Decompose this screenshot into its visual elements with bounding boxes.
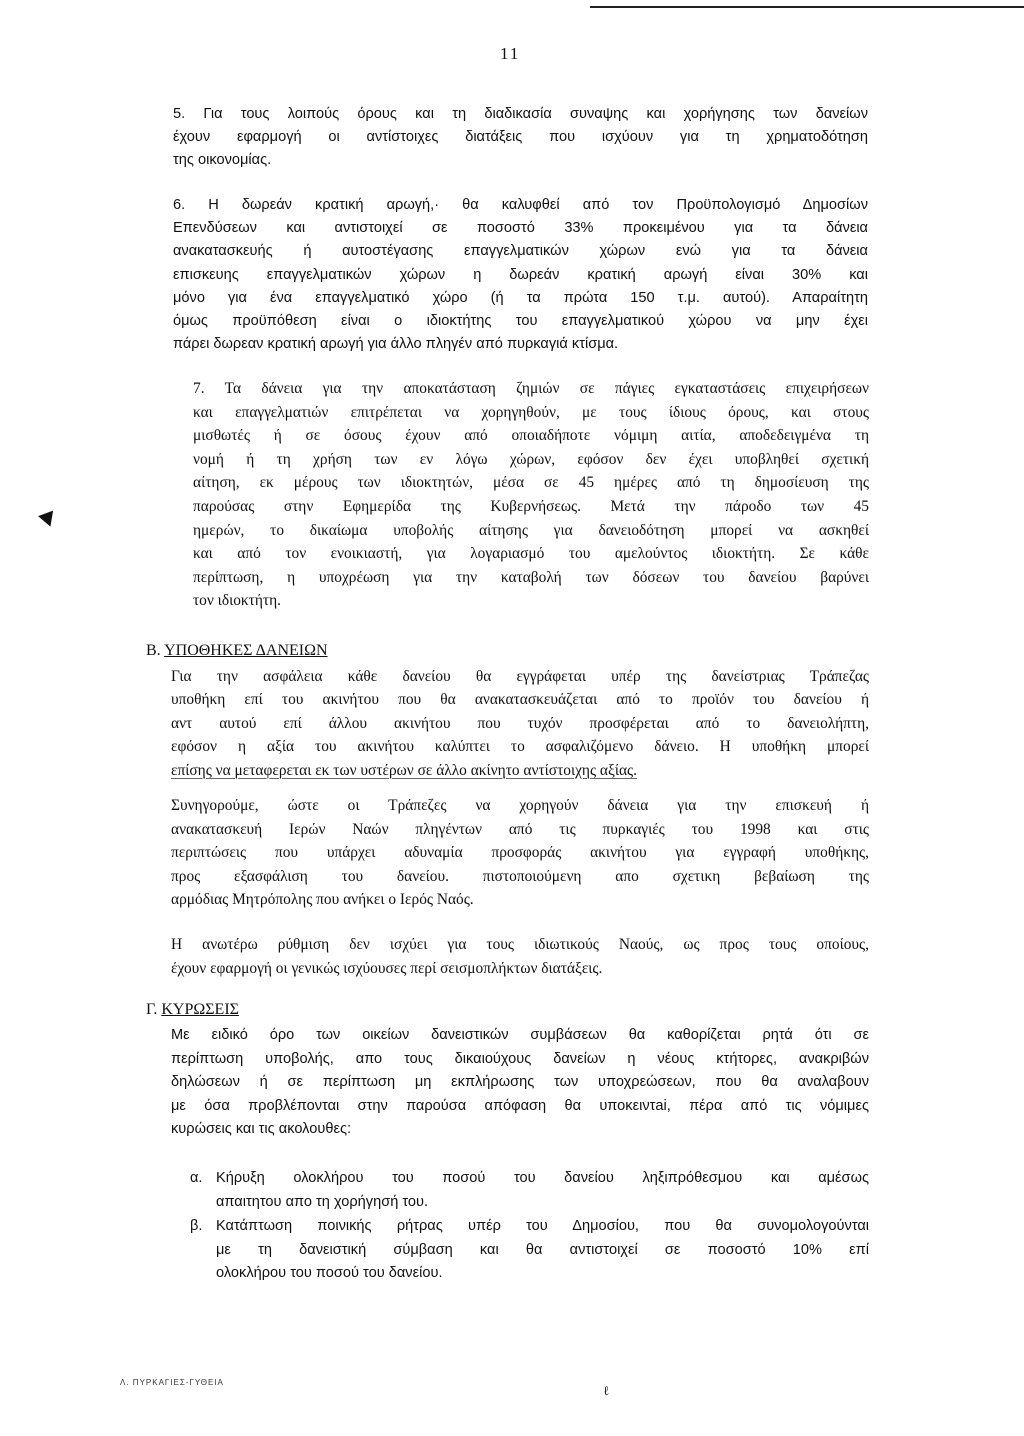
section-b-p1-line: εφόσον η αξία του ακινήτου καλύπτει το ασφαλιζόμενο δάνειο. Η υποθήκη μπορεί [171,738,869,756]
section-b-p2-line: Συνηγορούμε, ώστε οι Τράπεζες να χορηγούν δάνεια για την επισκευή ή [171,797,869,814]
item-7-line: περίπτωση, η υποχρέωση για την καταβολή των δόσεων του δανείου βαρύνει [193,568,869,586]
margin-mark [38,511,58,530]
section-c-p1-line: δηλώσεων ή σε περίπτωση μη εκπλήρωσης των υποχρεώσεων, που θα αναλαβουν [171,1074,869,1091]
section-b-letter: Β. [146,642,161,659]
section-c-heading [146,1001,239,1019]
section-c-p1-line: περίπτωση υποβολής, απο τους δικαιούχους δανείων η νέους κτήτορες, ανακριβών [171,1050,869,1067]
top-rule [590,6,1024,8]
item-7-line: νομή ή τη χρήση των εν λόγω χώρων, εφόσον δεν έχει υποβληθεί σχετική [193,450,869,468]
item-5-line: 5. Για τους λοιπούς όρους και τη διαδικασία συναψης και χορήγησης των δανείων [173,106,868,122]
section-b-paragraph-3 [171,933,869,980]
section-c-letter: Γ. [146,1001,158,1018]
item-6 [173,194,868,356]
section-b-p1-line: επίσης να μεταφερεται εκ των υστέρων σε άλλο ακίνητο αντίστοιχης αξίας. [171,761,637,779]
section-c-p1-line: κυρώσεις και τις ακολουθες: [171,1121,352,1138]
section-b-p3-line: Η ανωτέρω ρύθμιση δεν ισχύει για τους ιδιωτικούς Ναούς, ως προς τους οποίους, [171,936,869,953]
section-c-title: ΚΥΡΩΣΕΙΣ [161,1001,239,1018]
item-5-line: της οικονομίας. [173,152,272,168]
section-b-p2-line: ανακατασκευή Ιερών Ναών πληγέντων από τις πυρκαγιές του 1998 και στις [171,820,869,838]
section-c-paragraph-1 [171,1024,869,1142]
item-7-line: και από τον ενοικιαστή, για λογαριασμό του αμελούντος ιδιοκτήτη. Σε κάθε [193,545,869,563]
section-b-paragraph-1 [171,665,869,782]
item-6-line: ανακατασκευής ή αυτοστέγασης επαγγελματικών χώρων ενώ για τα δάνεια [173,243,868,260]
footer-note: Λ. ΠΥΡΚΑΓΙΕΣ-ΓΥΘΕΙΑ [120,1378,224,1387]
list-item-a-line: Κήρυξη ολοκλήρου του ποσού του δανείου ληξιπρόθεσμου και αμέσως [216,1170,869,1186]
section-c-p1-line: με όσα προβλέπονται στην παρούσα απόφαση θα υποκειντai, πέρα από τις νόμιμες [171,1097,869,1114]
item-7-line: 7. Τα δάνεια για την αποκατάσταση ζημιών σε πάγιες εγκαταστάσεις επιχειρήσεων [193,380,869,397]
section-b-p1-line: αντ αυτού επί άλλου ακινήτου που τυχόν προσφέρεται από το δανειολήπτη, [171,714,869,732]
item-5-line: έχουν εφαρμογή οι αντίστοιχες διατάξεις που ισχύουν για τη χρηματοδότηση [173,129,868,145]
item-6-line: πάρει δωρεαν κρατική αρωγή για άλλο πληγέν από πυρκαγιά κτίσμα. [173,336,619,353]
page-number: 11 [500,44,521,63]
item-7-line: ημερών, το δικαίωμα υποβολής αίτησης για δανειοδότηση μπορεί να ασκηθεί [193,521,869,539]
item-7-line: μισθωτές ή σε όσους έχουν από οποιαδήποτε νόμιμη αιτία, αποδεδειγμένα τη [193,427,869,445]
section-b-title: ΥΠΟΘΗΚΕΣ ΔΑΝΕΙΩΝ [164,642,328,659]
section-b-paragraph-2 [171,794,869,912]
section-b-p2-line: αρμόδιας Μητρόπολης που ανήκει ο Ιερός Ναός. [171,891,474,909]
item-6-line: Επενδύσεων και αντιστοιχεί σε ποσοστό 33% προκειμένου για τα δάνεια [173,220,868,237]
item-6-line: 6. Η δωρεάν κρατική αρωγή,· θα καλυφθεί από τον Προϋπολογισμό Δημοσίων [173,197,868,213]
item-7-line: παρούσας στην Εφημερίδα της Κυβερνήσεως. Μετά την πάροδο των 45 [193,497,869,515]
section-b-heading [146,642,328,660]
item-6-line: επισκευης επαγγελματικών χώρων η δωρεάν κρατική αρωγή είναι 30% και [173,266,868,283]
section-c-p1-line: Με ειδικό όρο των οικείων δανειστικών συμβάσεων θα καθορίζεται ρητά ότι σε [171,1027,869,1043]
item-6-line: όμως προϋπόθεση είναι ο ιδιοκτήτης του επαγγελματικού χώρου να μην έχει [173,313,868,330]
item-7 [171,377,869,613]
section-b-p2-line: περιπτώσεις που υπάρχει αδυναμία προσφοράς ακινήτου για εγγραφή υποθήκης, [171,844,869,862]
list-item-b-line: με τη δανειστική σύμβαση και θα αντιστοιχεί σε ποσοστό 10% επί [216,1241,869,1258]
list-item-b [190,1215,869,1286]
list-item-a-line: απαιτητου απο τη χορήγησή του. [216,1193,429,1210]
item-7-line: και επαγγελματιών επιτρέπεται να χορηγηθούν, με τους ίδιους όρους, και στους [193,403,869,421]
item-6-line: μόνο για ένα επαγγελματικό χώρο (ή τα πρώτα 150 τ.μ. αυτού). Απαραίτητη [173,289,868,306]
section-b-p3-line: έχουν εφαρμογή οι γενικώς ισχύουσες περί σεισμοπλήκτων διατάξεις. [171,959,603,977]
list-item-b-line: ολοκλήρου του ποσού του δανείου. [216,1265,443,1282]
section-b-p1-line: υποθήκη επί του ακινήτου που θα ανακατασκευάζεται από το προϊόν του δανείου ή [171,691,869,709]
list-item-a-marker: α. [190,1170,203,1186]
list-item-b-line: Κατάπτωση ποινικής ρήτρας υπέρ του Δημοσίου, που θα συνομολογούνται [216,1218,869,1234]
section-b-p1-line: Για την ασφάλεια κάθε δανείου θα εγγράφεται υπέρ της δανείστριας Τράπεζας [171,668,869,685]
list-item-a [190,1167,869,1214]
item-5 [173,103,868,172]
item-7-line: τον ιδιοκτήτη. [193,592,281,610]
list-item-b-marker: β. [190,1218,203,1234]
item-7-line: αίτηση, εκ μέρους των ιδιοκτητών, μέσα σε 45 ημέρες από τη δημοσίευση της [193,474,869,492]
footer-mark: ℓ [603,1383,610,1398]
section-b-p2-line: προς εξασφάλιση του δανείου. πιστοποιούμενη απο σχετικη βεβαίωση της [171,867,869,885]
